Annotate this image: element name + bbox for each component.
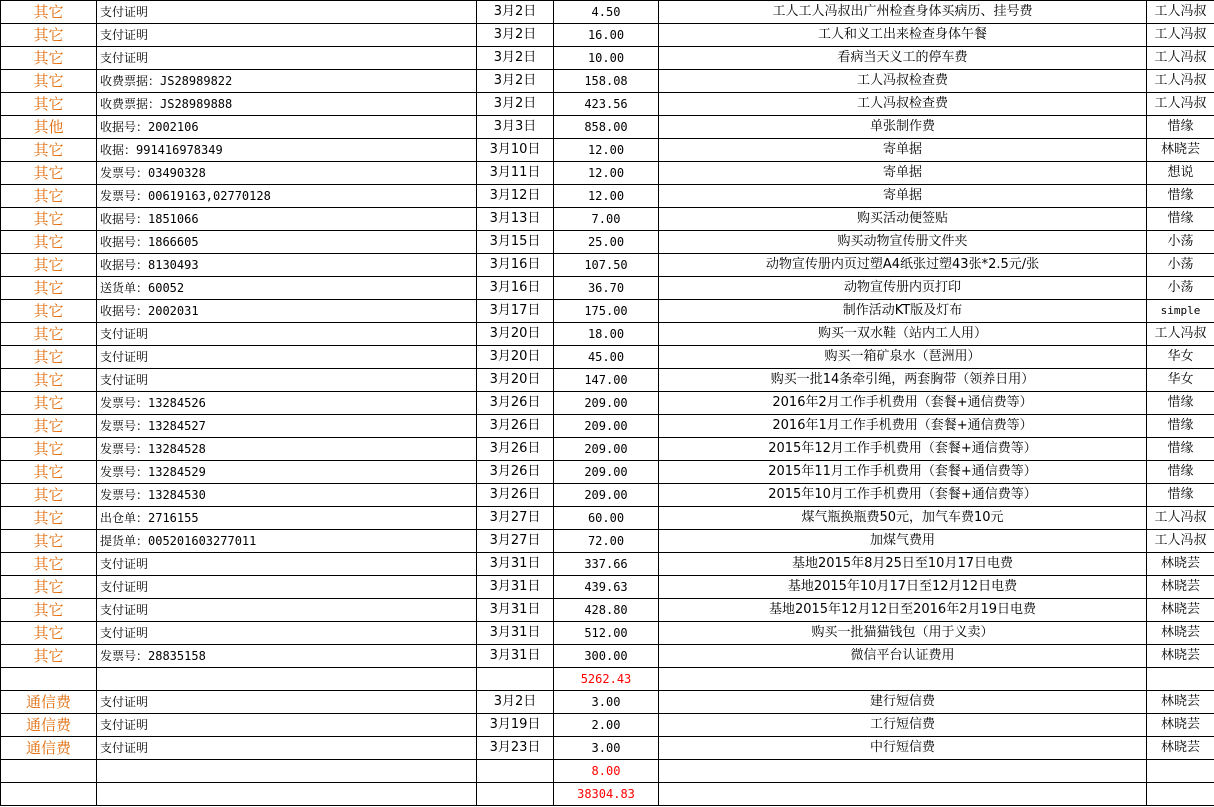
date-cell[interactable]: 3月15日 xyxy=(477,231,554,254)
person-cell[interactable]: 华女 xyxy=(1147,369,1214,392)
amount-cell[interactable]: 107.50 xyxy=(554,254,659,277)
table-row xyxy=(1,576,1214,599)
person-cell[interactable]: 想说 xyxy=(1147,162,1214,185)
date-cell[interactable]: 3月11日 xyxy=(477,162,554,185)
category-cell[interactable]: 其它 xyxy=(1,599,97,622)
document-cell[interactable]: 收据：991416978349 xyxy=(97,139,477,162)
table-row xyxy=(1,1,1214,24)
table-row xyxy=(1,553,1214,576)
date-cell[interactable]: 3月31日 xyxy=(477,599,554,622)
amount-cell[interactable]: 3.00 xyxy=(554,691,659,714)
document-cell[interactable]: 支付证明 xyxy=(97,369,477,392)
person-cell[interactable]: simple xyxy=(1147,300,1214,323)
person-cell[interactable]: 小荡 xyxy=(1147,254,1214,277)
empty-cell[interactable] xyxy=(1,760,97,783)
date-cell[interactable]: 3月31日 xyxy=(477,645,554,668)
amount-cell[interactable]: 209.00 xyxy=(554,461,659,484)
document-cell[interactable]: 收据号：2002031 xyxy=(97,300,477,323)
person-cell[interactable]: 工人冯叔 xyxy=(1147,530,1214,553)
date-cell[interactable]: 3月12日 xyxy=(477,185,554,208)
document-cell[interactable]: 送货单：60052 xyxy=(97,277,477,300)
person-cell[interactable]: 惜缘 xyxy=(1147,185,1214,208)
table-row xyxy=(1,139,1214,162)
person-cell[interactable]: 林晓芸 xyxy=(1147,576,1214,599)
person-cell[interactable]: 林晓芸 xyxy=(1147,691,1214,714)
amount-cell[interactable]: 7.00 xyxy=(554,208,659,231)
description-cell[interactable]: 中行短信费 xyxy=(659,737,1147,760)
document-cell[interactable]: 发票号：03490328 xyxy=(97,162,477,185)
empty-cell[interactable] xyxy=(477,783,554,806)
person-cell[interactable]: 惜缘 xyxy=(1147,116,1214,139)
table-row xyxy=(1,369,1214,392)
document-cell[interactable]: 发票号：13284529 xyxy=(97,461,477,484)
amount-cell[interactable]: 512.00 xyxy=(554,622,659,645)
person-cell[interactable]: 惜缘 xyxy=(1147,392,1214,415)
description-cell[interactable]: 加煤气费用 xyxy=(659,530,1147,553)
amount-cell[interactable]: 36.70 xyxy=(554,277,659,300)
table-row xyxy=(1,70,1214,93)
description-cell[interactable]: 购买活动便签贴 xyxy=(659,208,1147,231)
date-cell[interactable]: 3月16日 xyxy=(477,277,554,300)
date-cell[interactable]: 3月23日 xyxy=(477,737,554,760)
document-cell[interactable]: 支付证明 xyxy=(97,1,477,24)
category-cell[interactable]: 其它 xyxy=(1,1,97,24)
description-cell[interactable]: 微信平台认证费用 xyxy=(659,645,1147,668)
amount-cell[interactable]: 147.00 xyxy=(554,369,659,392)
empty-cell[interactable] xyxy=(97,760,477,783)
table-row xyxy=(1,691,1214,714)
person-cell[interactable]: 工人冯叔 xyxy=(1147,24,1214,47)
amount-cell[interactable]: 428.80 xyxy=(554,599,659,622)
document-cell[interactable]: 支付证明 xyxy=(97,622,477,645)
table-row xyxy=(1,392,1214,415)
person-cell[interactable]: 惜缘 xyxy=(1147,415,1214,438)
date-cell[interactable]: 3月26日 xyxy=(477,415,554,438)
category-cell[interactable]: 其它 xyxy=(1,47,97,70)
table-row xyxy=(1,24,1214,47)
document-cell[interactable]: 发票号：28835158 xyxy=(97,645,477,668)
amount-cell[interactable]: 12.00 xyxy=(554,139,659,162)
document-cell[interactable]: 支付证明 xyxy=(97,599,477,622)
amount-cell[interactable]: 423.56 xyxy=(554,93,659,116)
table-row xyxy=(1,277,1214,300)
document-cell[interactable]: 收费票据：JS28989822 xyxy=(97,70,477,93)
amount-cell[interactable]: 209.00 xyxy=(554,415,659,438)
grand-total-row xyxy=(1,783,1214,806)
date-cell[interactable]: 3月20日 xyxy=(477,346,554,369)
description-cell[interactable]: 2015年10月工作手机费用（套餐+通信费等） xyxy=(659,484,1147,507)
empty-cell[interactable] xyxy=(659,760,1147,783)
description-cell[interactable]: 动物宣传册内页过塑A4纸张过塑43张*2.5元/张 xyxy=(659,254,1147,277)
table-row xyxy=(1,47,1214,70)
amount-cell[interactable]: 858.00 xyxy=(554,116,659,139)
amount-cell[interactable]: 18.00 xyxy=(554,323,659,346)
document-cell[interactable]: 支付证明 xyxy=(97,553,477,576)
person-cell[interactable]: 工人冯叔 xyxy=(1147,323,1214,346)
description-cell[interactable]: 2015年12月工作手机费用（套餐+通信费等） xyxy=(659,438,1147,461)
table-row xyxy=(1,645,1214,668)
person-cell[interactable]: 林晓芸 xyxy=(1147,622,1214,645)
date-cell[interactable]: 3月2日 xyxy=(477,93,554,116)
amount-cell[interactable]: 25.00 xyxy=(554,231,659,254)
table-row xyxy=(1,415,1214,438)
date-cell[interactable]: 3月20日 xyxy=(477,369,554,392)
table-row xyxy=(1,162,1214,185)
subtotal-other-amount[interactable]: 5262.43 xyxy=(554,668,659,691)
date-cell[interactable]: 3月20日 xyxy=(477,323,554,346)
description-cell[interactable]: 2016年1月工作手机费用（套餐+通信费等） xyxy=(659,415,1147,438)
category-cell[interactable]: 其它 xyxy=(1,162,97,185)
amount-cell[interactable]: 12.00 xyxy=(554,185,659,208)
description-cell[interactable]: 购买动物宣传册文件夹 xyxy=(659,231,1147,254)
description-cell[interactable]: 购买一箱矿泉水（琶洲用） xyxy=(659,346,1147,369)
person-cell[interactable]: 小荡 xyxy=(1147,277,1214,300)
category-cell[interactable]: 其它 xyxy=(1,622,97,645)
person-cell[interactable]: 工人冯叔 xyxy=(1147,70,1214,93)
category-cell[interactable]: 其它 xyxy=(1,438,97,461)
date-cell[interactable]: 3月2日 xyxy=(477,47,554,70)
category-cell[interactable]: 其它 xyxy=(1,530,97,553)
description-cell[interactable]: 寄单据 xyxy=(659,162,1147,185)
person-cell[interactable]: 惜缘 xyxy=(1147,461,1214,484)
document-cell[interactable]: 支付证明 xyxy=(97,576,477,599)
document-cell[interactable]: 出仓单：2716155 xyxy=(97,507,477,530)
person-cell[interactable]: 林晓芸 xyxy=(1147,139,1214,162)
table-row xyxy=(1,438,1214,461)
document-cell[interactable]: 提货单：005201603277011 xyxy=(97,530,477,553)
amount-cell[interactable]: 2.00 xyxy=(554,714,659,737)
person-cell[interactable]: 工人冯叔 xyxy=(1147,93,1214,116)
description-cell[interactable]: 2015年11月工作手机费用（套餐+通信费等） xyxy=(659,461,1147,484)
description-cell[interactable]: 基地2015年12月12日至2016年2月19日电费 xyxy=(659,599,1147,622)
person-cell[interactable]: 惜缘 xyxy=(1147,208,1214,231)
category-cell[interactable]: 其它 xyxy=(1,507,97,530)
table-row xyxy=(1,116,1214,139)
date-cell[interactable]: 3月2日 xyxy=(477,70,554,93)
description-cell[interactable]: 工人和义工出来检查身体午餐 xyxy=(659,24,1147,47)
category-cell[interactable]: 其它 xyxy=(1,461,97,484)
category-cell[interactable]: 其它 xyxy=(1,254,97,277)
table-row xyxy=(1,254,1214,277)
description-cell[interactable]: 2016年2月工作手机费用（套餐+通信费等） xyxy=(659,392,1147,415)
category-cell[interactable]: 其它 xyxy=(1,300,97,323)
person-cell[interactable]: 林晓芸 xyxy=(1147,599,1214,622)
document-cell[interactable]: 发票号：00619163,02770128 xyxy=(97,185,477,208)
empty-cell[interactable] xyxy=(1147,668,1214,691)
amount-cell[interactable]: 60.00 xyxy=(554,507,659,530)
document-cell[interactable]: 收据号：2002106 xyxy=(97,116,477,139)
expense-table-body xyxy=(1,1,1214,806)
table-row xyxy=(1,484,1214,507)
date-cell[interactable]: 3月2日 xyxy=(477,24,554,47)
amount-cell[interactable]: 72.00 xyxy=(554,530,659,553)
description-cell[interactable]: 寄单据 xyxy=(659,185,1147,208)
description-cell[interactable]: 制作活动KT版及灯布 xyxy=(659,300,1147,323)
amount-cell[interactable]: 16.00 xyxy=(554,24,659,47)
date-cell[interactable]: 3月27日 xyxy=(477,530,554,553)
description-cell[interactable]: 工人冯叔检查费 xyxy=(659,93,1147,116)
amount-cell[interactable]: 439.63 xyxy=(554,576,659,599)
category-cell[interactable]: 其它 xyxy=(1,185,97,208)
table-row xyxy=(1,530,1214,553)
description-cell[interactable]: 动物宣传册内页打印 xyxy=(659,277,1147,300)
document-cell[interactable]: 收据号：1866605 xyxy=(97,231,477,254)
category-cell[interactable]: 其它 xyxy=(1,277,97,300)
empty-cell[interactable] xyxy=(97,783,477,806)
table-row xyxy=(1,323,1214,346)
description-cell[interactable]: 购买一批14条牵引绳，两套胸带（领养日用） xyxy=(659,369,1147,392)
date-cell[interactable]: 3月17日 xyxy=(477,300,554,323)
person-cell[interactable]: 工人冯叔 xyxy=(1147,47,1214,70)
person-cell[interactable]: 惜缘 xyxy=(1147,438,1214,461)
amount-cell[interactable]: 300.00 xyxy=(554,645,659,668)
subtotal-other-row xyxy=(1,668,1214,691)
table-row xyxy=(1,300,1214,323)
description-cell[interactable]: 基地2015年10月17日至12月12日电费 xyxy=(659,576,1147,599)
empty-cell[interactable] xyxy=(659,783,1147,806)
amount-cell[interactable]: 209.00 xyxy=(554,392,659,415)
date-cell[interactable]: 3月3日 xyxy=(477,116,554,139)
category-cell[interactable]: 其它 xyxy=(1,231,97,254)
description-cell[interactable]: 工行短信费 xyxy=(659,714,1147,737)
category-cell[interactable]: 通信费 xyxy=(1,737,97,760)
description-cell[interactable]: 购买一批猫猫钱包（用于义卖） xyxy=(659,622,1147,645)
date-cell[interactable]: 3月2日 xyxy=(477,691,554,714)
description-cell[interactable]: 工人冯叔检查费 xyxy=(659,70,1147,93)
document-cell[interactable]: 发票号：13284526 xyxy=(97,392,477,415)
description-cell[interactable]: 购买一双水鞋（站内工人用） xyxy=(659,323,1147,346)
document-cell[interactable]: 支付证明 xyxy=(97,691,477,714)
person-cell[interactable]: 林晓芸 xyxy=(1147,737,1214,760)
date-cell[interactable]: 3月10日 xyxy=(477,139,554,162)
amount-cell[interactable]: 45.00 xyxy=(554,346,659,369)
document-cell[interactable]: 收据号：8130493 xyxy=(97,254,477,277)
category-cell[interactable]: 其他 xyxy=(1,116,97,139)
table-row xyxy=(1,714,1214,737)
amount-cell[interactable]: 3.00 xyxy=(554,737,659,760)
description-cell[interactable]: 煤气瓶换瓶费50元，加气车费10元 xyxy=(659,507,1147,530)
table-row xyxy=(1,461,1214,484)
category-cell[interactable]: 其它 xyxy=(1,24,97,47)
date-cell[interactable]: 3月31日 xyxy=(477,576,554,599)
empty-cell[interactable] xyxy=(477,668,554,691)
empty-cell[interactable] xyxy=(1147,783,1214,806)
date-cell[interactable]: 3月31日 xyxy=(477,553,554,576)
person-cell[interactable]: 惜缘 xyxy=(1147,484,1214,507)
empty-cell[interactable] xyxy=(1,668,97,691)
person-cell[interactable]: 林晓芸 xyxy=(1147,553,1214,576)
description-cell[interactable]: 寄单据 xyxy=(659,139,1147,162)
document-cell[interactable]: 发票号：13284530 xyxy=(97,484,477,507)
category-cell[interactable]: 其它 xyxy=(1,645,97,668)
category-cell[interactable]: 其它 xyxy=(1,323,97,346)
empty-cell[interactable] xyxy=(1147,760,1214,783)
amount-cell[interactable]: 12.00 xyxy=(554,162,659,185)
table-row xyxy=(1,185,1214,208)
date-cell[interactable]: 3月26日 xyxy=(477,461,554,484)
document-cell[interactable]: 支付证明 xyxy=(97,24,477,47)
category-cell[interactable]: 通信费 xyxy=(1,714,97,737)
table-row xyxy=(1,622,1214,645)
table-row xyxy=(1,208,1214,231)
category-cell[interactable]: 其它 xyxy=(1,576,97,599)
person-cell[interactable]: 工人冯叔 xyxy=(1147,507,1214,530)
subtotal-comm-amount[interactable]: 8.00 xyxy=(554,760,659,783)
document-cell[interactable]: 支付证明 xyxy=(97,714,477,737)
description-cell[interactable]: 基地2015年8月25日至10月17日电费 xyxy=(659,553,1147,576)
date-cell[interactable]: 3月26日 xyxy=(477,392,554,415)
category-cell[interactable]: 其它 xyxy=(1,553,97,576)
table-row xyxy=(1,231,1214,254)
date-cell[interactable]: 3月2日 xyxy=(477,1,554,24)
table-row xyxy=(1,93,1214,116)
document-cell[interactable]: 支付证明 xyxy=(97,346,477,369)
table-row xyxy=(1,346,1214,369)
date-cell[interactable]: 3月26日 xyxy=(477,438,554,461)
table-row xyxy=(1,737,1214,760)
document-cell[interactable]: 支付证明 xyxy=(97,47,477,70)
empty-cell[interactable] xyxy=(97,668,477,691)
description-cell[interactable]: 看病当天义工的停车费 xyxy=(659,47,1147,70)
empty-cell[interactable] xyxy=(1,783,97,806)
category-cell[interactable]: 其它 xyxy=(1,415,97,438)
category-cell[interactable]: 通信费 xyxy=(1,691,97,714)
category-cell[interactable]: 其它 xyxy=(1,70,97,93)
document-cell[interactable]: 发票号：13284528 xyxy=(97,438,477,461)
document-cell[interactable]: 收费票据：JS28989888 xyxy=(97,93,477,116)
person-cell[interactable]: 小荡 xyxy=(1147,231,1214,254)
category-cell[interactable]: 其它 xyxy=(1,369,97,392)
document-cell[interactable]: 发票号：13284527 xyxy=(97,415,477,438)
person-cell[interactable]: 华女 xyxy=(1147,346,1214,369)
date-cell[interactable]: 3月16日 xyxy=(477,254,554,277)
amount-cell[interactable]: 209.00 xyxy=(554,438,659,461)
category-cell[interactable]: 其它 xyxy=(1,93,97,116)
amount-cell[interactable]: 175.00 xyxy=(554,300,659,323)
amount-cell[interactable]: 4.50 xyxy=(554,1,659,24)
date-cell[interactable]: 3月26日 xyxy=(477,484,554,507)
document-cell[interactable]: 支付证明 xyxy=(97,323,477,346)
table-row xyxy=(1,599,1214,622)
document-cell[interactable]: 收据号：1851066 xyxy=(97,208,477,231)
description-cell[interactable]: 建行短信费 xyxy=(659,691,1147,714)
person-cell[interactable]: 林晓芸 xyxy=(1147,645,1214,668)
category-cell[interactable]: 其它 xyxy=(1,208,97,231)
date-cell[interactable]: 3月19日 xyxy=(477,714,554,737)
category-cell[interactable]: 其它 xyxy=(1,346,97,369)
description-cell[interactable]: 单张制作费 xyxy=(659,116,1147,139)
grand-total-amount[interactable]: 38304.83 xyxy=(554,783,659,806)
category-cell[interactable]: 其它 xyxy=(1,392,97,415)
amount-cell[interactable]: 10.00 xyxy=(554,47,659,70)
amount-cell[interactable]: 337.66 xyxy=(554,553,659,576)
person-cell[interactable]: 林晓芸 xyxy=(1147,714,1214,737)
subtotal-comm-row xyxy=(1,760,1214,783)
amount-cell[interactable]: 158.08 xyxy=(554,70,659,93)
category-cell[interactable]: 其它 xyxy=(1,139,97,162)
empty-cell[interactable] xyxy=(659,668,1147,691)
empty-cell[interactable] xyxy=(477,760,554,783)
table-row xyxy=(1,507,1214,530)
person-cell[interactable]: 工人冯叔 xyxy=(1147,1,1214,24)
date-cell[interactable]: 3月31日 xyxy=(477,622,554,645)
document-cell[interactable]: 支付证明 xyxy=(97,737,477,760)
date-cell[interactable]: 3月27日 xyxy=(477,507,554,530)
amount-cell[interactable]: 209.00 xyxy=(554,484,659,507)
date-cell[interactable]: 3月13日 xyxy=(477,208,554,231)
description-cell[interactable]: 工人工人冯叔出广州检查身体买病历、挂号费 xyxy=(659,1,1147,24)
category-cell[interactable]: 其它 xyxy=(1,484,97,507)
